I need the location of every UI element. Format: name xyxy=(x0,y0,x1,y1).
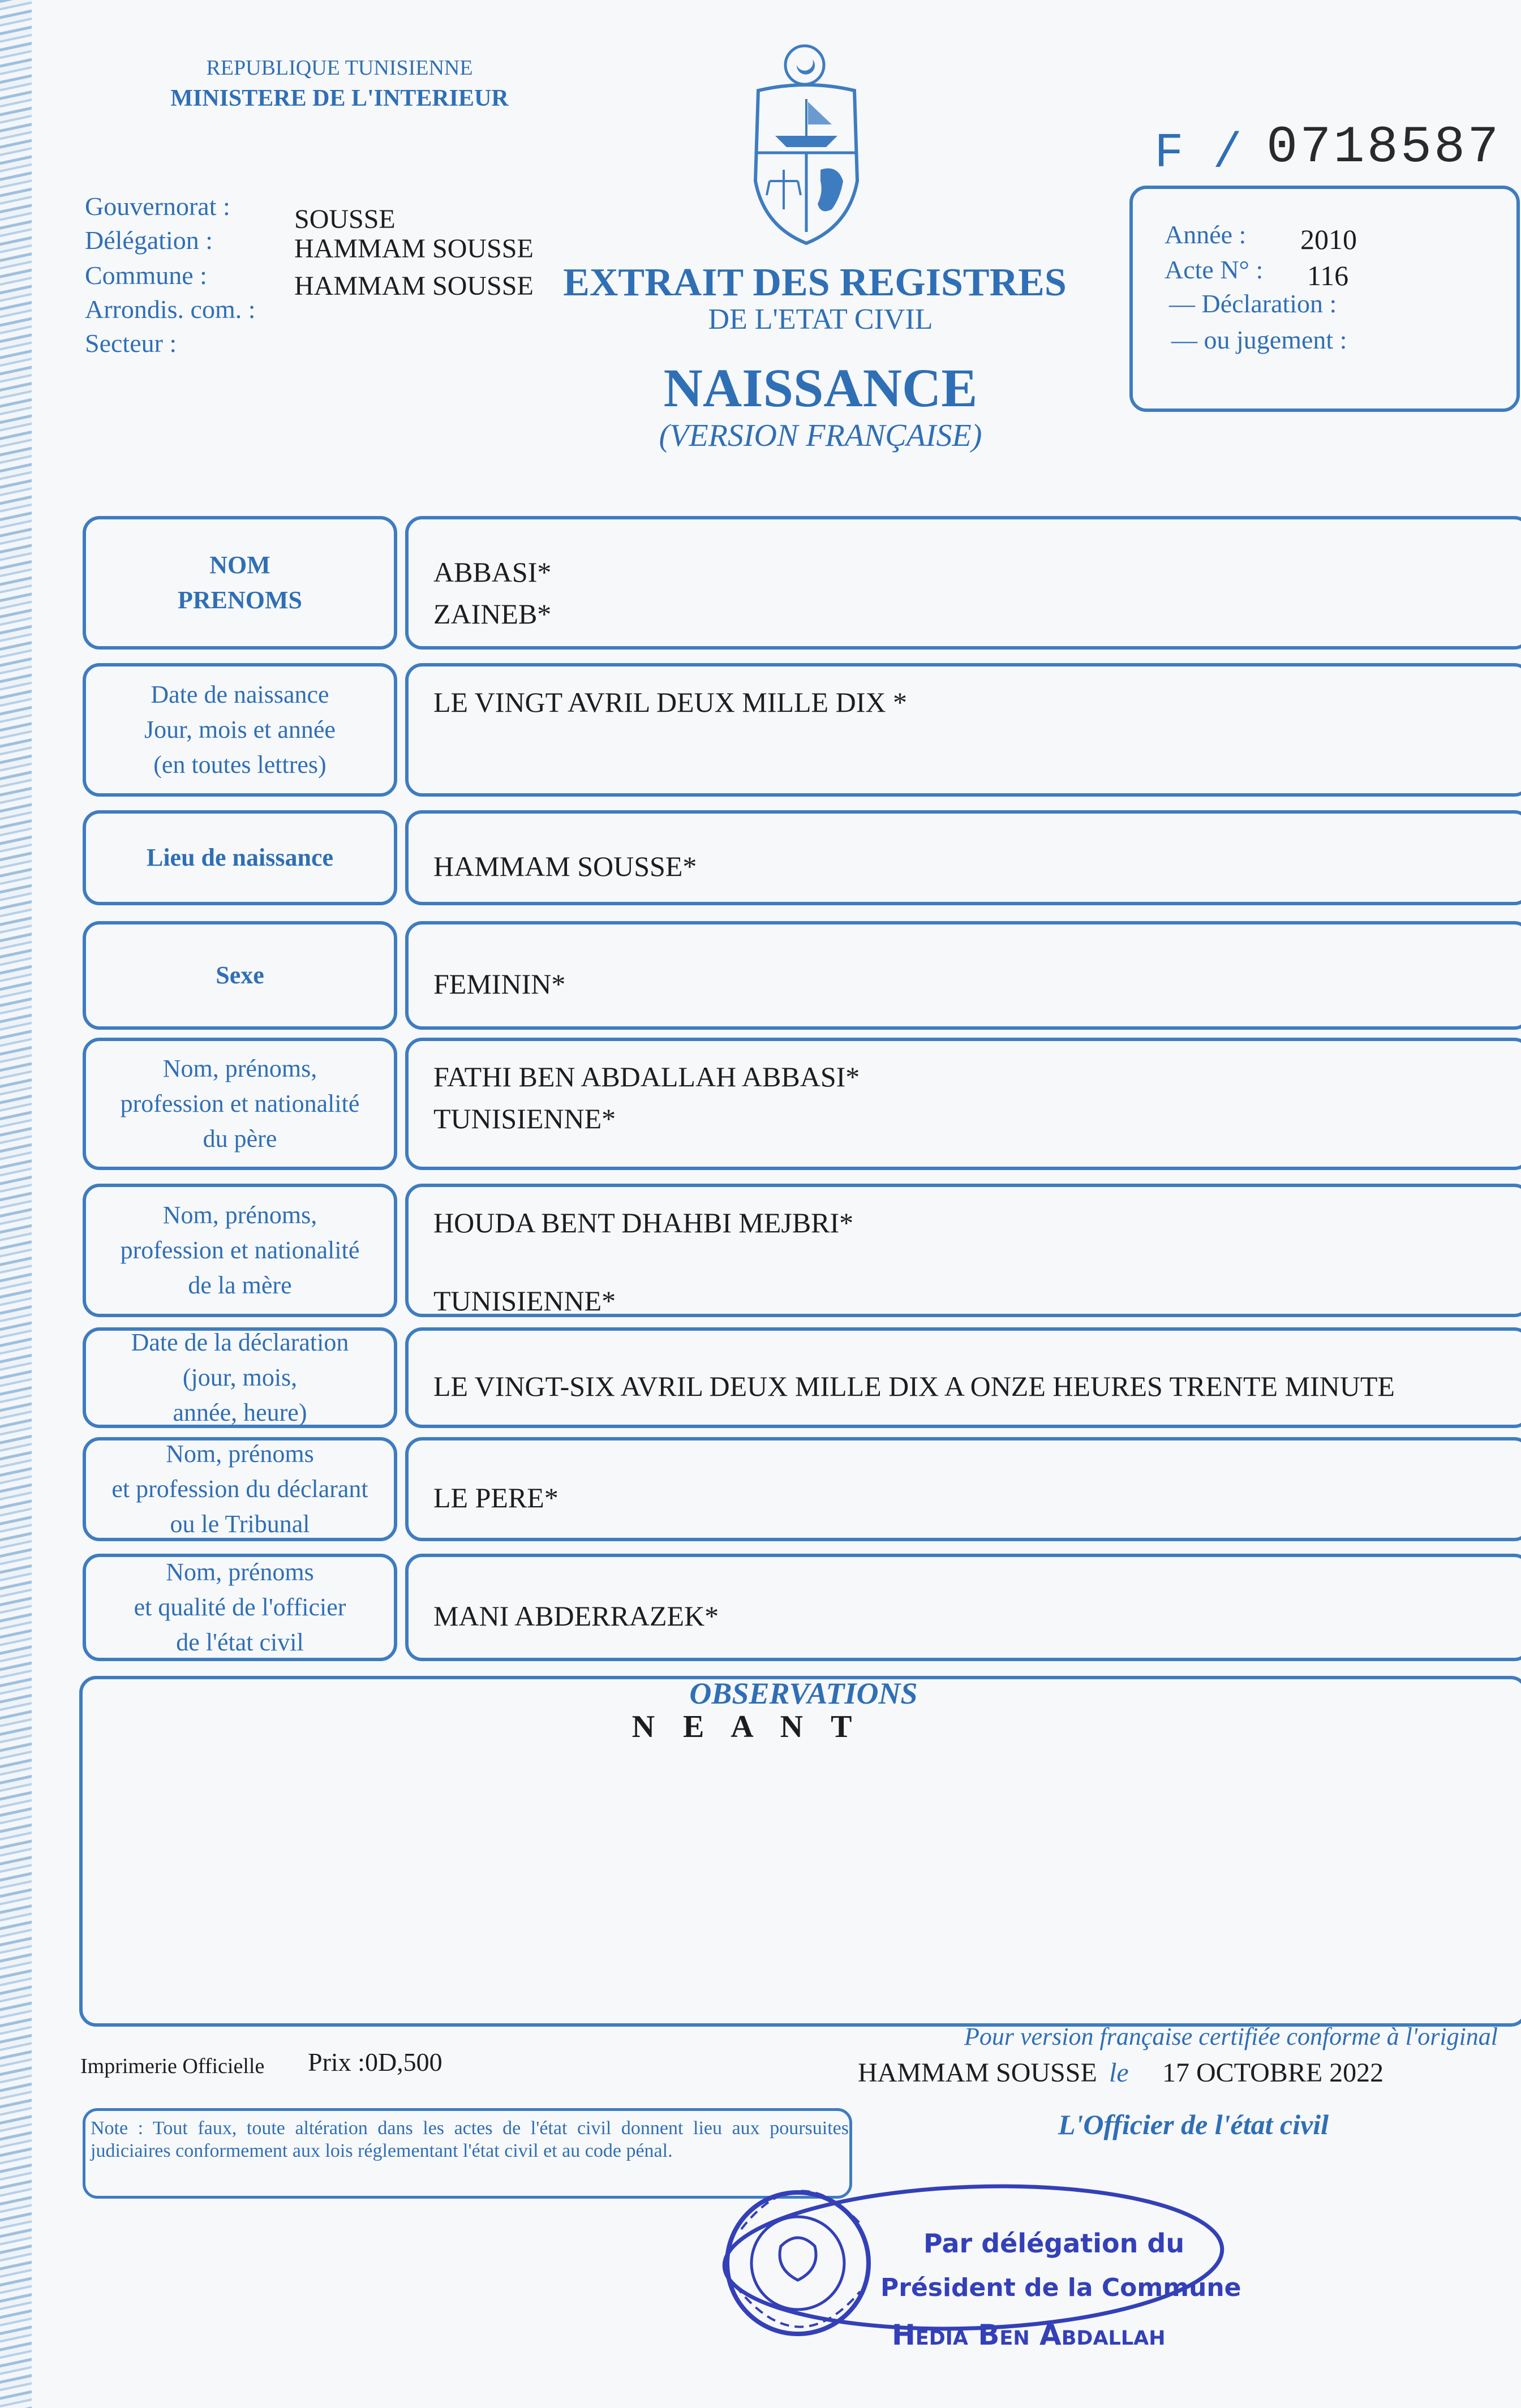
row-value: MANI ABDERRAZEK* xyxy=(433,1600,719,1632)
price: Prix :0D,500 xyxy=(308,2048,442,2076)
declaration-label: — Déclaration : xyxy=(1169,289,1337,318)
row-label xyxy=(83,1184,397,1317)
row-label-line: Date de naissance xyxy=(151,681,329,708)
certified-statement: Pour version française certifiée conforme à l'original xyxy=(964,2023,1498,2050)
stamp-line-2: Président de la Commune xyxy=(880,2273,1241,2302)
row-label-line: Jour, mois et année xyxy=(144,716,336,743)
title-naissance: NAISSANCE xyxy=(663,358,978,418)
row-label-line: du père xyxy=(203,1125,277,1153)
stamp-line-3: Hedia Ben Abdallah xyxy=(892,2319,1166,2351)
officer-title: L'Officier de l'état civil xyxy=(1058,2109,1329,2140)
row-value-box xyxy=(405,921,1521,1030)
row-label xyxy=(83,516,397,650)
row-value: FATHI BEN ABDALLAH ABBASI* xyxy=(433,1061,860,1093)
acte-label: Acte N° : xyxy=(1165,255,1264,284)
row-value-box xyxy=(405,1437,1521,1541)
coat-of-arms-emblem xyxy=(736,40,877,249)
jugement-label: — ou jugement : xyxy=(1171,325,1347,354)
annee-value: 2010 xyxy=(1300,223,1357,255)
row-label-line: profession et nationalité xyxy=(120,1090,360,1117)
row-label-line: de la mère xyxy=(188,1271,292,1299)
row-label-line: Sexe xyxy=(216,961,264,989)
observations-value: N E A N T xyxy=(631,1709,862,1744)
serial-prefix: F / xyxy=(1154,126,1242,181)
row-label xyxy=(83,921,397,1030)
observations-title: OBSERVATIONS xyxy=(689,1676,918,1710)
row-label xyxy=(83,1554,397,1661)
row-label-line: NOM xyxy=(209,551,270,579)
ministry-name: MINISTERE DE L'INTERIEUR xyxy=(170,85,509,111)
row-value: ABBASI* xyxy=(433,556,552,588)
row-label-line: profession et nationalité xyxy=(120,1236,360,1264)
row-value-box xyxy=(405,663,1521,797)
row-label-line: année, heure) xyxy=(173,1399,307,1426)
admin-value-commune: HAMMAM SOUSSE xyxy=(294,271,534,301)
row-label-line: de l'état civil xyxy=(176,1628,304,1656)
row-value: ZAINEB* xyxy=(433,598,552,630)
serial-number: 0718587 xyxy=(1266,118,1501,177)
row-label xyxy=(83,1437,397,1541)
row-value: LE VINGT-SIX AVRIL DEUX MILLE DIX A ONZE HEURES TRENTE MINUTE xyxy=(433,1370,1395,1402)
admin-label-delegation: Délégation : xyxy=(85,226,213,255)
issue-date: 17 OCTOBRE 2022 xyxy=(1162,2058,1384,2088)
row-value: HAMMAM SOUSSE* xyxy=(433,850,697,882)
row-label-line: Lieu de naissance xyxy=(146,844,334,871)
country-name: REPUBLIQUE TUNISIENNE xyxy=(206,56,473,80)
row-label-line: Nom, prénoms, xyxy=(162,1055,317,1082)
admin-label-secteur: Secteur : xyxy=(85,329,177,358)
legal-note: Note : Tout faux, toute altération dans les actes de l'état civil donnent lieu aux poursuites judiciaires conformement aux lois réglementant l'état civil et au code pénal. xyxy=(91,2118,849,2161)
guilloche-border xyxy=(0,0,32,2408)
row-label-line: et profession du déclarant xyxy=(111,1475,368,1503)
stamp-line-1: Par délégation du xyxy=(923,2228,1185,2259)
admin-value-delegation: HAMMAM SOUSSE xyxy=(294,234,534,264)
title-etat-civil: DE L'ETAT CIVIL xyxy=(708,303,933,336)
le-label: le xyxy=(1109,2058,1129,2088)
title-extrait: EXTRAIT DES REGISTRES xyxy=(563,261,1067,304)
acte-value: 116 xyxy=(1307,260,1349,291)
row-label xyxy=(83,663,397,797)
issue-place: HAMMAM SOUSSE xyxy=(858,2058,1097,2088)
row-label-line: (en toutes lettres) xyxy=(153,751,326,779)
row-value: LE VINGT AVRIL DEUX MILLE DIX * xyxy=(433,686,907,718)
title-version: (VERSION FRANÇAISE) xyxy=(659,418,982,453)
admin-label-arrondissement: Arrondis. com. : xyxy=(85,295,256,324)
admin-label-commune: Commune : xyxy=(85,261,207,290)
row-value: LE PERE* xyxy=(433,1482,558,1513)
admin-label-gouvernorat: Gouvernorat : xyxy=(85,192,230,221)
row-label-line: Nom, prénoms xyxy=(166,1558,314,1586)
row-label-line: PRENOMS xyxy=(178,586,302,614)
imprimerie-officielle: Imprimerie Officielle xyxy=(80,2054,265,2078)
admin-value-gouvernorat: SOUSSE xyxy=(294,204,396,234)
row-value: TUNISIENNE* xyxy=(433,1285,616,1317)
row-value: FEMININ* xyxy=(433,968,566,1000)
row-value-box xyxy=(405,516,1521,650)
row-label-line: Date de la déclaration xyxy=(131,1328,349,1356)
row-label-line: ou le Tribunal xyxy=(170,1510,310,1538)
row-label-line: Nom, prénoms, xyxy=(162,1201,317,1229)
row-label-line: Nom, prénoms xyxy=(166,1440,314,1468)
row-label xyxy=(83,1327,397,1428)
row-label xyxy=(83,810,397,905)
row-label xyxy=(83,1038,397,1170)
annee-label: Année : xyxy=(1165,220,1247,249)
row-value: HOUDA BENT DHAHBI MEJBRI* xyxy=(433,1207,854,1239)
row-label-line: et qualité de l'officier xyxy=(134,1593,346,1621)
row-label-line: (jour, mois, xyxy=(182,1364,298,1391)
row-value: TUNISIENNE* xyxy=(433,1103,616,1134)
